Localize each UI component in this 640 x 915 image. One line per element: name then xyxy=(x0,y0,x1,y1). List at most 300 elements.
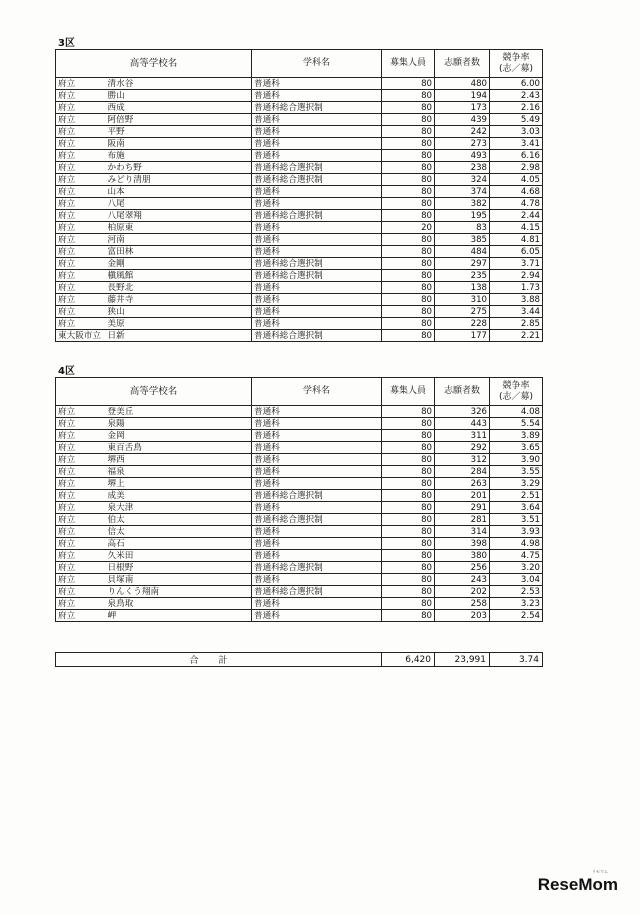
school-name-cell: 堺上 xyxy=(106,478,252,490)
owner-cell: 府立 xyxy=(56,234,106,246)
applicants-cell: 202 xyxy=(435,586,490,598)
owner-cell: 府立 xyxy=(56,78,106,90)
district-3-table xyxy=(55,49,543,342)
school-name-cell: 美原 xyxy=(106,318,252,330)
ratio-cell: 4.05 xyxy=(490,174,543,186)
capacity-cell: 80 xyxy=(382,406,435,418)
department-cell: 普通科総合選択制 xyxy=(252,102,382,114)
ratio-header xyxy=(490,50,543,78)
applicants-cell: 273 xyxy=(435,138,490,150)
ratio-cell: 4.78 xyxy=(490,198,543,210)
capacity-cell: 80 xyxy=(382,610,435,622)
table-row xyxy=(56,514,543,526)
capacity-cell: 80 xyxy=(382,466,435,478)
ratio-cell: 2.94 xyxy=(490,270,543,282)
owner-cell: 府立 xyxy=(56,454,106,466)
department-cell: 普通科総合選択制 xyxy=(252,490,382,502)
ratio-cell: 4.15 xyxy=(490,222,543,234)
ratio-cell: 2.54 xyxy=(490,610,543,622)
owner-cell: 府立 xyxy=(56,150,106,162)
district-4-label: 4区 xyxy=(58,366,75,377)
owner-cell: 府立 xyxy=(56,102,106,114)
capacity-cell: 80 xyxy=(382,270,435,282)
table-row xyxy=(56,538,543,550)
ratio-cell: 5.54 xyxy=(490,418,543,430)
school-name-cell: 西成 xyxy=(106,102,252,114)
applicants-cell: 439 xyxy=(435,114,490,126)
capacity-cell: 80 xyxy=(382,294,435,306)
ratio-cell: 3.44 xyxy=(490,306,543,318)
applicants-cell: 398 xyxy=(435,538,490,550)
owner-cell: 府立 xyxy=(56,174,106,186)
applicants-cell: 493 xyxy=(435,150,490,162)
table-row xyxy=(56,306,543,318)
capacity-cell: 80 xyxy=(382,418,435,430)
owner-cell: 東大阪市立 xyxy=(56,330,106,342)
table-row xyxy=(56,466,543,478)
department-cell: 普通科総合選択制 xyxy=(252,162,382,174)
table-row xyxy=(56,258,543,270)
capacity-header: 募集人員 xyxy=(382,378,435,406)
table-row xyxy=(56,150,543,162)
department-cell: 普通科 xyxy=(252,126,382,138)
department-cell: 普通科 xyxy=(252,198,382,210)
school-name-cell: 高石 xyxy=(106,538,252,550)
capacity-cell: 80 xyxy=(382,478,435,490)
department-cell: 普通科 xyxy=(252,234,382,246)
owner-cell: 府立 xyxy=(56,610,106,622)
school-name-cell: 伯太 xyxy=(106,514,252,526)
department-cell: 普通科 xyxy=(252,186,382,198)
capacity-cell: 80 xyxy=(382,538,435,550)
department-cell: 普通科 xyxy=(252,306,382,318)
capacity-cell: 80 xyxy=(382,150,435,162)
applicants-cell: 311 xyxy=(435,430,490,442)
ratio-header-top: 競争率 xyxy=(502,380,530,391)
applicants-cell: 385 xyxy=(435,234,490,246)
applicants-cell: 173 xyxy=(435,102,490,114)
table-row xyxy=(56,406,543,418)
school-name-cell: 泉陽 xyxy=(106,418,252,430)
school-name-cell: 日新 xyxy=(106,330,252,342)
school-name-cell: 富田林 xyxy=(106,246,252,258)
capacity-header: 募集人員 xyxy=(382,50,435,78)
owner-cell: 府立 xyxy=(56,418,106,430)
district-4-rows xyxy=(56,406,543,622)
school-name-cell: 布施 xyxy=(106,150,252,162)
school-name-cell: 金岡 xyxy=(106,430,252,442)
department-cell: 普通科 xyxy=(252,282,382,294)
table-row xyxy=(56,562,543,574)
department-cell: 普通科 xyxy=(252,478,382,490)
total-row xyxy=(56,653,543,667)
owner-cell: 府立 xyxy=(56,562,106,574)
applicants-cell: 380 xyxy=(435,550,490,562)
capacity-cell: 80 xyxy=(382,78,435,90)
owner-cell: 府立 xyxy=(56,270,106,282)
department-cell: 普通科 xyxy=(252,406,382,418)
department-cell: 普通科 xyxy=(252,466,382,478)
school-name-cell: 八尾 xyxy=(106,198,252,210)
ratio-cell: 2.53 xyxy=(490,586,543,598)
capacity-cell: 80 xyxy=(382,174,435,186)
owner-cell: 府立 xyxy=(56,538,106,550)
district-4-table xyxy=(55,377,543,622)
department-header: 学科名 xyxy=(252,378,382,406)
ratio-cell: 3.20 xyxy=(490,562,543,574)
school-name-cell: 久米田 xyxy=(106,550,252,562)
school-name-cell: 平野 xyxy=(106,126,252,138)
ratio-header-top: 競争率 xyxy=(502,52,530,63)
owner-cell: 府立 xyxy=(56,90,106,102)
department-cell: 普通科 xyxy=(252,550,382,562)
applicants-cell: 291 xyxy=(435,502,490,514)
table-row xyxy=(56,586,543,598)
owner-cell: 府立 xyxy=(56,466,106,478)
capacity-cell: 80 xyxy=(382,114,435,126)
owner-cell: 府立 xyxy=(56,126,106,138)
district-3-label: 3区 xyxy=(58,38,75,49)
applicants-cell: 314 xyxy=(435,526,490,538)
ratio-cell: 4.08 xyxy=(490,406,543,418)
school-name-header: 高等学校名 xyxy=(56,378,252,406)
applicants-cell: 242 xyxy=(435,126,490,138)
school-name-cell: 清水谷 xyxy=(106,78,252,90)
department-cell: 普通科総合選択制 xyxy=(252,258,382,270)
table-row xyxy=(56,442,543,454)
ratio-cell: 2.85 xyxy=(490,318,543,330)
table-row xyxy=(56,454,543,466)
applicants-cell: 258 xyxy=(435,598,490,610)
applicants-cell: 228 xyxy=(435,318,490,330)
table-header-row xyxy=(56,50,543,78)
owner-cell: 府立 xyxy=(56,282,106,294)
school-name-cell: りんくう翔南 xyxy=(106,586,252,598)
ratio-header xyxy=(490,378,543,406)
table-row xyxy=(56,126,543,138)
ratio-header-bottom: (志／募) xyxy=(499,391,534,402)
ratio-cell: 6.05 xyxy=(490,246,543,258)
ratio-cell: 3.90 xyxy=(490,454,543,466)
table-row xyxy=(56,526,543,538)
applicants-header: 志願者数 xyxy=(435,50,490,78)
ratio-cell: 3.29 xyxy=(490,478,543,490)
school-name-cell: 阿倍野 xyxy=(106,114,252,126)
school-name-cell: 長野北 xyxy=(106,282,252,294)
ratio-cell: 3.89 xyxy=(490,430,543,442)
table-row xyxy=(56,478,543,490)
applicants-cell: 83 xyxy=(435,222,490,234)
owner-cell: 府立 xyxy=(56,138,106,150)
ratio-header-bottom: (志／募) xyxy=(499,63,534,74)
total-table xyxy=(55,652,543,667)
owner-cell: 府立 xyxy=(56,210,106,222)
department-cell: 普通科 xyxy=(252,442,382,454)
capacity-cell: 80 xyxy=(382,162,435,174)
capacity-cell: 80 xyxy=(382,514,435,526)
ratio-cell: 6.00 xyxy=(490,78,543,90)
capacity-cell: 80 xyxy=(382,442,435,454)
applicants-cell: 194 xyxy=(435,90,490,102)
ratio-cell: 3.71 xyxy=(490,258,543,270)
total-applicants: 23,991 xyxy=(435,653,490,667)
school-name-cell: 阪南 xyxy=(106,138,252,150)
owner-cell: 府立 xyxy=(56,186,106,198)
applicants-cell: 374 xyxy=(435,186,490,198)
owner-cell: 府立 xyxy=(56,442,106,454)
ratio-cell: 5.49 xyxy=(490,114,543,126)
ratio-cell: 3.03 xyxy=(490,126,543,138)
ratio-cell: 2.98 xyxy=(490,162,543,174)
applicants-cell: 297 xyxy=(435,258,490,270)
applicants-cell: 238 xyxy=(435,162,490,174)
department-cell: 普通科 xyxy=(252,418,382,430)
capacity-cell: 80 xyxy=(382,490,435,502)
department-cell: 普通科 xyxy=(252,454,382,466)
ratio-cell: 3.41 xyxy=(490,138,543,150)
owner-cell: 府立 xyxy=(56,162,106,174)
department-cell: 普通科 xyxy=(252,222,382,234)
owner-cell: 府立 xyxy=(56,478,106,490)
applicants-cell: 382 xyxy=(435,198,490,210)
ratio-cell: 3.88 xyxy=(490,294,543,306)
ratio-cell: 2.21 xyxy=(490,330,543,342)
department-cell: 普通科総合選択制 xyxy=(252,210,382,222)
applicants-cell: 443 xyxy=(435,418,490,430)
owner-cell: 府立 xyxy=(56,114,106,126)
applicants-cell: 256 xyxy=(435,562,490,574)
table-row xyxy=(56,490,543,502)
applicants-cell: 138 xyxy=(435,282,490,294)
applicants-cell: 243 xyxy=(435,574,490,586)
table-row xyxy=(56,78,543,90)
department-cell: 普通科 xyxy=(252,150,382,162)
school-name-cell: 狭山 xyxy=(106,306,252,318)
applicants-cell: 201 xyxy=(435,490,490,502)
capacity-cell: 80 xyxy=(382,126,435,138)
school-name-cell: 成美 xyxy=(106,490,252,502)
owner-cell: 府立 xyxy=(56,502,106,514)
applicants-cell: 203 xyxy=(435,610,490,622)
school-name-cell: 福泉 xyxy=(106,466,252,478)
school-name-cell: 貝塚南 xyxy=(106,574,252,586)
table-row xyxy=(56,598,543,610)
capacity-cell: 80 xyxy=(382,246,435,258)
owner-cell: 府立 xyxy=(56,598,106,610)
capacity-cell: 80 xyxy=(382,234,435,246)
school-name-cell: 勝山 xyxy=(106,90,252,102)
total-capacity: 6,420 xyxy=(382,653,435,667)
owner-cell: 府立 xyxy=(56,258,106,270)
department-cell: 普通科総合選択制 xyxy=(252,586,382,598)
applicants-cell: 484 xyxy=(435,246,490,258)
owner-cell: 府立 xyxy=(56,574,106,586)
table-row xyxy=(56,162,543,174)
capacity-cell: 80 xyxy=(382,586,435,598)
table-row xyxy=(56,418,543,430)
school-name-cell: 岬 xyxy=(106,610,252,622)
table-row xyxy=(56,102,543,114)
capacity-cell: 20 xyxy=(382,222,435,234)
department-cell: 普通科 xyxy=(252,318,382,330)
table-row xyxy=(56,198,543,210)
department-cell: 普通科 xyxy=(252,114,382,126)
department-cell: 普通科 xyxy=(252,610,382,622)
department-cell: 普通科 xyxy=(252,598,382,610)
department-cell: 普通科総合選択制 xyxy=(252,174,382,186)
applicants-cell: 480 xyxy=(435,78,490,90)
capacity-cell: 80 xyxy=(382,574,435,586)
ratio-cell: 4.81 xyxy=(490,234,543,246)
capacity-cell: 80 xyxy=(382,502,435,514)
department-cell: 普通科 xyxy=(252,538,382,550)
table-row xyxy=(56,294,543,306)
table-row xyxy=(56,222,543,234)
table-row xyxy=(56,330,543,342)
table-row xyxy=(56,210,543,222)
applicants-cell: 312 xyxy=(435,454,490,466)
department-cell: 普通科 xyxy=(252,574,382,586)
ratio-cell: 3.64 xyxy=(490,502,543,514)
capacity-cell: 80 xyxy=(382,562,435,574)
table-row xyxy=(56,246,543,258)
total-label: 合計 xyxy=(56,653,382,667)
school-name-cell: 金剛 xyxy=(106,258,252,270)
applicants-cell: 326 xyxy=(435,406,490,418)
applicants-cell: 263 xyxy=(435,478,490,490)
applicants-cell: 310 xyxy=(435,294,490,306)
capacity-cell: 80 xyxy=(382,598,435,610)
department-cell: 普通科 xyxy=(252,526,382,538)
school-name-cell: 河南 xyxy=(106,234,252,246)
department-cell: 普通科 xyxy=(252,430,382,442)
department-cell: 普通科総合選択制 xyxy=(252,270,382,282)
school-name-cell: 東百舌鳥 xyxy=(106,442,252,454)
owner-cell: 府立 xyxy=(56,222,106,234)
table-row xyxy=(56,234,543,246)
school-name-cell: 藤井寺 xyxy=(106,294,252,306)
school-name-header: 高等学校名 xyxy=(56,50,252,78)
owner-cell: 府立 xyxy=(56,318,106,330)
ratio-cell: 4.68 xyxy=(490,186,543,198)
capacity-cell: 80 xyxy=(382,318,435,330)
capacity-cell: 80 xyxy=(382,282,435,294)
owner-cell: 府立 xyxy=(56,490,106,502)
school-name-cell: 泉大津 xyxy=(106,502,252,514)
watermark-kana: リセマム xyxy=(592,869,608,874)
department-cell: 普通科 xyxy=(252,502,382,514)
table-row xyxy=(56,282,543,294)
department-cell: 普通科 xyxy=(252,246,382,258)
table-header-row xyxy=(56,378,543,406)
resemom-logo: ReseMom xyxy=(537,875,618,894)
school-name-cell: みどり清朋 xyxy=(106,174,252,186)
owner-cell: 府立 xyxy=(56,294,106,306)
applicants-cell: 284 xyxy=(435,466,490,478)
ratio-cell: 2.16 xyxy=(490,102,543,114)
applicants-cell: 177 xyxy=(435,330,490,342)
applicants-cell: 235 xyxy=(435,270,490,282)
table-row xyxy=(56,174,543,186)
department-cell: 普通科総合選択制 xyxy=(252,330,382,342)
owner-cell: 府立 xyxy=(56,198,106,210)
applicants-header: 志願者数 xyxy=(435,378,490,406)
applicants-cell: 195 xyxy=(435,210,490,222)
department-cell: 普通科総合選択制 xyxy=(252,562,382,574)
school-name-cell: 信太 xyxy=(106,526,252,538)
owner-cell: 府立 xyxy=(56,550,106,562)
table-row xyxy=(56,430,543,442)
ratio-cell: 3.65 xyxy=(490,442,543,454)
table-row xyxy=(56,318,543,330)
school-name-cell: 登美丘 xyxy=(106,406,252,418)
capacity-cell: 80 xyxy=(382,526,435,538)
applicants-cell: 292 xyxy=(435,442,490,454)
ratio-cell: 3.93 xyxy=(490,526,543,538)
table-row xyxy=(56,114,543,126)
capacity-cell: 80 xyxy=(382,430,435,442)
department-cell: 普通科 xyxy=(252,138,382,150)
capacity-cell: 80 xyxy=(382,330,435,342)
school-name-cell: 八尾翠翔 xyxy=(106,210,252,222)
table-row xyxy=(56,550,543,562)
capacity-cell: 80 xyxy=(382,306,435,318)
table-row xyxy=(56,502,543,514)
department-cell: 普通科 xyxy=(252,294,382,306)
department-cell: 普通科 xyxy=(252,78,382,90)
applicants-cell: 281 xyxy=(435,514,490,526)
table-row xyxy=(56,610,543,622)
school-name-cell: 槇風館 xyxy=(106,270,252,282)
school-name-cell: 日根野 xyxy=(106,562,252,574)
school-name-cell: 山本 xyxy=(106,186,252,198)
department-cell: 普通科総合選択制 xyxy=(252,514,382,526)
ratio-cell: 2.51 xyxy=(490,490,543,502)
department-header: 学科名 xyxy=(252,50,382,78)
applicants-cell: 275 xyxy=(435,306,490,318)
ratio-cell: 3.23 xyxy=(490,598,543,610)
capacity-cell: 80 xyxy=(382,138,435,150)
owner-cell: 府立 xyxy=(56,430,106,442)
capacity-cell: 80 xyxy=(382,90,435,102)
table-row xyxy=(56,186,543,198)
ratio-cell: 3.55 xyxy=(490,466,543,478)
capacity-cell: 80 xyxy=(382,102,435,114)
table-row xyxy=(56,270,543,282)
total-ratio: 3.74 xyxy=(490,653,543,667)
owner-cell: 府立 xyxy=(56,514,106,526)
table-row xyxy=(56,138,543,150)
capacity-cell: 80 xyxy=(382,198,435,210)
owner-cell: 府立 xyxy=(56,406,106,418)
ratio-cell: 4.98 xyxy=(490,538,543,550)
owner-cell: 府立 xyxy=(56,306,106,318)
ratio-cell: 2.44 xyxy=(490,210,543,222)
ratio-cell: 3.51 xyxy=(490,514,543,526)
ratio-cell: 2.43 xyxy=(490,90,543,102)
table-row xyxy=(56,90,543,102)
capacity-cell: 80 xyxy=(382,454,435,466)
school-name-cell: かわち野 xyxy=(106,162,252,174)
district-3-rows xyxy=(56,78,543,342)
school-name-cell: 堺西 xyxy=(106,454,252,466)
table-row xyxy=(56,574,543,586)
school-name-cell: 泉鳥取 xyxy=(106,598,252,610)
capacity-cell: 80 xyxy=(382,186,435,198)
capacity-cell: 80 xyxy=(382,550,435,562)
school-name-cell: 柏原東 xyxy=(106,222,252,234)
capacity-cell: 80 xyxy=(382,210,435,222)
